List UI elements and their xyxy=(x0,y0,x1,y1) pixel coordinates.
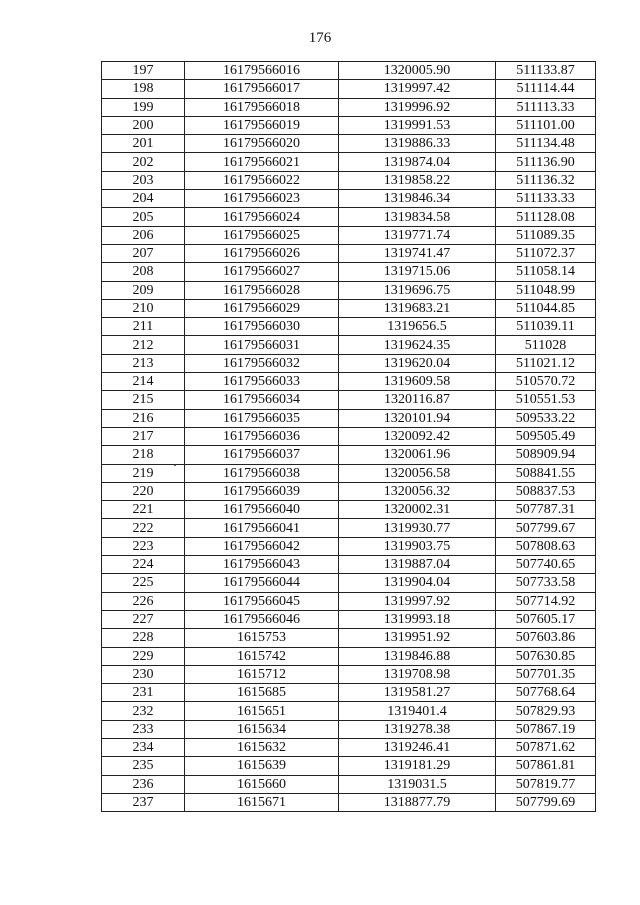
y-coordinate-cell: 508909.94 xyxy=(496,446,596,464)
row-index-cell: 214 xyxy=(102,373,185,391)
table-row xyxy=(102,244,596,262)
row-index-cell: 226 xyxy=(102,592,185,610)
table-row xyxy=(102,702,596,720)
point-id-cell: 16179566016 xyxy=(185,62,339,80)
y-coordinate-cell: 508841.55 xyxy=(496,464,596,482)
y-coordinate-cell: 511058.14 xyxy=(496,263,596,281)
point-id-cell: 16179566039 xyxy=(185,482,339,500)
x-coordinate-cell: 1319181.29 xyxy=(339,757,496,775)
x-coordinate-cell: 1319846.88 xyxy=(339,647,496,665)
point-id-cell: 16179566029 xyxy=(185,299,339,317)
x-coordinate-cell: 1319858.22 xyxy=(339,171,496,189)
y-coordinate-cell: 511044.85 xyxy=(496,299,596,317)
x-coordinate-cell: 1319696.75 xyxy=(339,281,496,299)
row-index-cell: 231 xyxy=(102,684,185,702)
table-row xyxy=(102,208,596,226)
x-coordinate-cell: 1320056.58 xyxy=(339,464,496,482)
point-id-cell: 16179566024 xyxy=(185,208,339,226)
point-id-cell: 16179566035 xyxy=(185,409,339,427)
row-index-cell: 204 xyxy=(102,190,185,208)
row-index-cell: 217 xyxy=(102,427,185,445)
y-coordinate-cell: 507799.69 xyxy=(496,793,596,811)
x-coordinate-cell: 1320101.94 xyxy=(339,409,496,427)
point-id-cell: 1615634 xyxy=(185,720,339,738)
table-row xyxy=(102,775,596,793)
y-coordinate-cell: 510551.53 xyxy=(496,391,596,409)
table-row xyxy=(102,373,596,391)
x-coordinate-cell: 1319951.92 xyxy=(339,629,496,647)
table-row xyxy=(102,519,596,537)
y-coordinate-cell: 509505.49 xyxy=(496,427,596,445)
row-index-cell: 223 xyxy=(102,537,185,555)
coordinates-table-container xyxy=(101,61,595,812)
table-row xyxy=(102,610,596,628)
x-coordinate-cell: 1319874.04 xyxy=(339,153,496,171)
table-row xyxy=(102,592,596,610)
table-row xyxy=(102,757,596,775)
y-coordinate-cell: 507603.86 xyxy=(496,629,596,647)
table-row xyxy=(102,793,596,811)
row-index-cell: 236 xyxy=(102,775,185,793)
point-id-cell: 1615753 xyxy=(185,629,339,647)
row-index-cell: 224 xyxy=(102,556,185,574)
point-id-cell: 16179566018 xyxy=(185,98,339,116)
x-coordinate-cell: 1319609.58 xyxy=(339,373,496,391)
row-index-cell: 230 xyxy=(102,665,185,683)
y-coordinate-cell: 507733.58 xyxy=(496,574,596,592)
table-row xyxy=(102,556,596,574)
point-id-cell: 16179566028 xyxy=(185,281,339,299)
table-row xyxy=(102,62,596,80)
y-coordinate-cell: 511128.08 xyxy=(496,208,596,226)
row-index-cell: 213 xyxy=(102,354,185,372)
table-row xyxy=(102,263,596,281)
x-coordinate-cell: 1319886.33 xyxy=(339,135,496,153)
row-index-cell: 200 xyxy=(102,116,185,134)
x-coordinate-cell: 1319993.18 xyxy=(339,610,496,628)
point-id-cell: 16179566034 xyxy=(185,391,339,409)
table-row xyxy=(102,80,596,98)
y-coordinate-cell: 511021.12 xyxy=(496,354,596,372)
point-id-cell: 16179566037 xyxy=(185,446,339,464)
row-index-cell: 203 xyxy=(102,171,185,189)
table-row xyxy=(102,482,596,500)
y-coordinate-cell: 507819.77 xyxy=(496,775,596,793)
table-row xyxy=(102,629,596,647)
row-index-cell: 235 xyxy=(102,757,185,775)
row-index-cell: 237 xyxy=(102,793,185,811)
x-coordinate-cell: 1319715.06 xyxy=(339,263,496,281)
point-id-cell: 16179566044 xyxy=(185,574,339,592)
point-id-cell: 16179566020 xyxy=(185,135,339,153)
y-coordinate-cell: 511101.00 xyxy=(496,116,596,134)
y-coordinate-cell: 509533.22 xyxy=(496,409,596,427)
table-row xyxy=(102,318,596,336)
y-coordinate-cell: 511133.33 xyxy=(496,190,596,208)
x-coordinate-cell: 1320092.42 xyxy=(339,427,496,445)
table-row xyxy=(102,409,596,427)
stray-mark xyxy=(174,464,176,466)
y-coordinate-cell: 511113.33 xyxy=(496,98,596,116)
row-index-cell: 202 xyxy=(102,153,185,171)
point-id-cell: 1615639 xyxy=(185,757,339,775)
row-index-cell: 211 xyxy=(102,318,185,336)
row-index-cell: 206 xyxy=(102,226,185,244)
table-row xyxy=(102,537,596,555)
point-id-cell: 16179566022 xyxy=(185,171,339,189)
table-row xyxy=(102,98,596,116)
y-coordinate-cell: 507861.81 xyxy=(496,757,596,775)
row-index-cell: 220 xyxy=(102,482,185,500)
x-coordinate-cell: 1319834.58 xyxy=(339,208,496,226)
y-coordinate-cell: 511039.11 xyxy=(496,318,596,336)
x-coordinate-cell: 1319656.5 xyxy=(339,318,496,336)
point-id-cell: 16179566032 xyxy=(185,354,339,372)
row-index-cell: 208 xyxy=(102,263,185,281)
point-id-cell: 16179566038 xyxy=(185,464,339,482)
row-index-cell: 215 xyxy=(102,391,185,409)
point-id-cell: 1615685 xyxy=(185,684,339,702)
row-index-cell: 201 xyxy=(102,135,185,153)
y-coordinate-cell: 511136.32 xyxy=(496,171,596,189)
x-coordinate-cell: 1319708.98 xyxy=(339,665,496,683)
y-coordinate-cell: 508837.53 xyxy=(496,482,596,500)
table-row xyxy=(102,684,596,702)
y-coordinate-cell: 507808.63 xyxy=(496,537,596,555)
table-body xyxy=(102,62,596,812)
y-coordinate-cell: 507740.65 xyxy=(496,556,596,574)
x-coordinate-cell: 1319930.77 xyxy=(339,519,496,537)
x-coordinate-cell: 1320061.96 xyxy=(339,446,496,464)
row-index-cell: 207 xyxy=(102,244,185,262)
x-coordinate-cell: 1320116.87 xyxy=(339,391,496,409)
x-coordinate-cell: 1319771.74 xyxy=(339,226,496,244)
table-row xyxy=(102,427,596,445)
point-id-cell: 1615671 xyxy=(185,793,339,811)
x-coordinate-cell: 1319683.21 xyxy=(339,299,496,317)
point-id-cell: 16179566042 xyxy=(185,537,339,555)
y-coordinate-cell: 511133.87 xyxy=(496,62,596,80)
x-coordinate-cell: 1319996.92 xyxy=(339,98,496,116)
table-row xyxy=(102,574,596,592)
row-index-cell: 225 xyxy=(102,574,185,592)
y-coordinate-cell: 507768.64 xyxy=(496,684,596,702)
x-coordinate-cell: 1318877.79 xyxy=(339,793,496,811)
row-index-cell: 228 xyxy=(102,629,185,647)
x-coordinate-cell: 1319997.92 xyxy=(339,592,496,610)
x-coordinate-cell: 1319997.42 xyxy=(339,80,496,98)
y-coordinate-cell: 507829.93 xyxy=(496,702,596,720)
table-row xyxy=(102,153,596,171)
point-id-cell: 16179566041 xyxy=(185,519,339,537)
x-coordinate-cell: 1320002.31 xyxy=(339,501,496,519)
x-coordinate-cell: 1319846.34 xyxy=(339,190,496,208)
y-coordinate-cell: 507630.85 xyxy=(496,647,596,665)
point-id-cell: 16179566030 xyxy=(185,318,339,336)
y-coordinate-cell: 507871.62 xyxy=(496,738,596,756)
y-coordinate-cell: 511089.35 xyxy=(496,226,596,244)
x-coordinate-cell: 1319581.27 xyxy=(339,684,496,702)
row-index-cell: 209 xyxy=(102,281,185,299)
table-row xyxy=(102,501,596,519)
table-row xyxy=(102,391,596,409)
point-id-cell: 1615660 xyxy=(185,775,339,793)
table-row xyxy=(102,116,596,134)
point-id-cell: 16179566033 xyxy=(185,373,339,391)
coordinates-table xyxy=(101,61,596,812)
x-coordinate-cell: 1319246.41 xyxy=(339,738,496,756)
y-coordinate-cell: 507799.67 xyxy=(496,519,596,537)
y-coordinate-cell: 511028 xyxy=(496,336,596,354)
y-coordinate-cell: 507867.19 xyxy=(496,720,596,738)
table-row xyxy=(102,464,596,482)
row-index-cell: 229 xyxy=(102,647,185,665)
point-id-cell: 16179566031 xyxy=(185,336,339,354)
table-row xyxy=(102,665,596,683)
point-id-cell: 16179566043 xyxy=(185,556,339,574)
table-row xyxy=(102,738,596,756)
table-row xyxy=(102,647,596,665)
table-row xyxy=(102,281,596,299)
row-index-cell: 198 xyxy=(102,80,185,98)
x-coordinate-cell: 1320056.32 xyxy=(339,482,496,500)
x-coordinate-cell: 1319741.47 xyxy=(339,244,496,262)
row-index-cell: 199 xyxy=(102,98,185,116)
point-id-cell: 16179566021 xyxy=(185,153,339,171)
point-id-cell: 16179566027 xyxy=(185,263,339,281)
point-id-cell: 16179566017 xyxy=(185,80,339,98)
table-row xyxy=(102,354,596,372)
row-index-cell: 197 xyxy=(102,62,185,80)
page-number: 176 xyxy=(308,30,332,46)
point-id-cell: 16179566026 xyxy=(185,244,339,262)
table-row xyxy=(102,336,596,354)
point-id-cell: 1615712 xyxy=(185,665,339,683)
table-row xyxy=(102,190,596,208)
point-id-cell: 16179566046 xyxy=(185,610,339,628)
y-coordinate-cell: 507605.17 xyxy=(496,610,596,628)
row-index-cell: 233 xyxy=(102,720,185,738)
point-id-cell: 1615651 xyxy=(185,702,339,720)
x-coordinate-cell: 1319401.4 xyxy=(339,702,496,720)
x-coordinate-cell: 1319887.04 xyxy=(339,556,496,574)
point-id-cell: 16179566036 xyxy=(185,427,339,445)
point-id-cell: 16179566025 xyxy=(185,226,339,244)
x-coordinate-cell: 1319620.04 xyxy=(339,354,496,372)
x-coordinate-cell: 1319904.04 xyxy=(339,574,496,592)
x-coordinate-cell: 1319991.53 xyxy=(339,116,496,134)
y-coordinate-cell: 511114.44 xyxy=(496,80,596,98)
table-row xyxy=(102,299,596,317)
row-index-cell: 212 xyxy=(102,336,185,354)
row-index-cell: 232 xyxy=(102,702,185,720)
table-row xyxy=(102,226,596,244)
y-coordinate-cell: 511048.99 xyxy=(496,281,596,299)
row-index-cell: 218 xyxy=(102,446,185,464)
point-id-cell: 16179566045 xyxy=(185,592,339,610)
point-id-cell: 16179566040 xyxy=(185,501,339,519)
row-index-cell: 216 xyxy=(102,409,185,427)
row-index-cell: 221 xyxy=(102,501,185,519)
point-id-cell: 1615632 xyxy=(185,738,339,756)
y-coordinate-cell: 511072.37 xyxy=(496,244,596,262)
point-id-cell: 1615742 xyxy=(185,647,339,665)
x-coordinate-cell: 1319278.38 xyxy=(339,720,496,738)
table-row xyxy=(102,135,596,153)
y-coordinate-cell: 511134.48 xyxy=(496,135,596,153)
table-row xyxy=(102,171,596,189)
table-row xyxy=(102,720,596,738)
y-coordinate-cell: 507714.92 xyxy=(496,592,596,610)
y-coordinate-cell: 507787.31 xyxy=(496,501,596,519)
y-coordinate-cell: 507701.35 xyxy=(496,665,596,683)
row-index-cell: 227 xyxy=(102,610,185,628)
y-coordinate-cell: 511136.90 xyxy=(496,153,596,171)
x-coordinate-cell: 1319624.35 xyxy=(339,336,496,354)
row-index-cell: 205 xyxy=(102,208,185,226)
row-index-cell: 222 xyxy=(102,519,185,537)
point-id-cell: 16179566023 xyxy=(185,190,339,208)
row-index-cell: 234 xyxy=(102,738,185,756)
row-index-cell: 219 xyxy=(102,464,185,482)
x-coordinate-cell: 1319903.75 xyxy=(339,537,496,555)
row-index-cell: 210 xyxy=(102,299,185,317)
table-row xyxy=(102,446,596,464)
y-coordinate-cell: 510570.72 xyxy=(496,373,596,391)
x-coordinate-cell: 1319031.5 xyxy=(339,775,496,793)
point-id-cell: 16179566019 xyxy=(185,116,339,134)
x-coordinate-cell: 1320005.90 xyxy=(339,62,496,80)
